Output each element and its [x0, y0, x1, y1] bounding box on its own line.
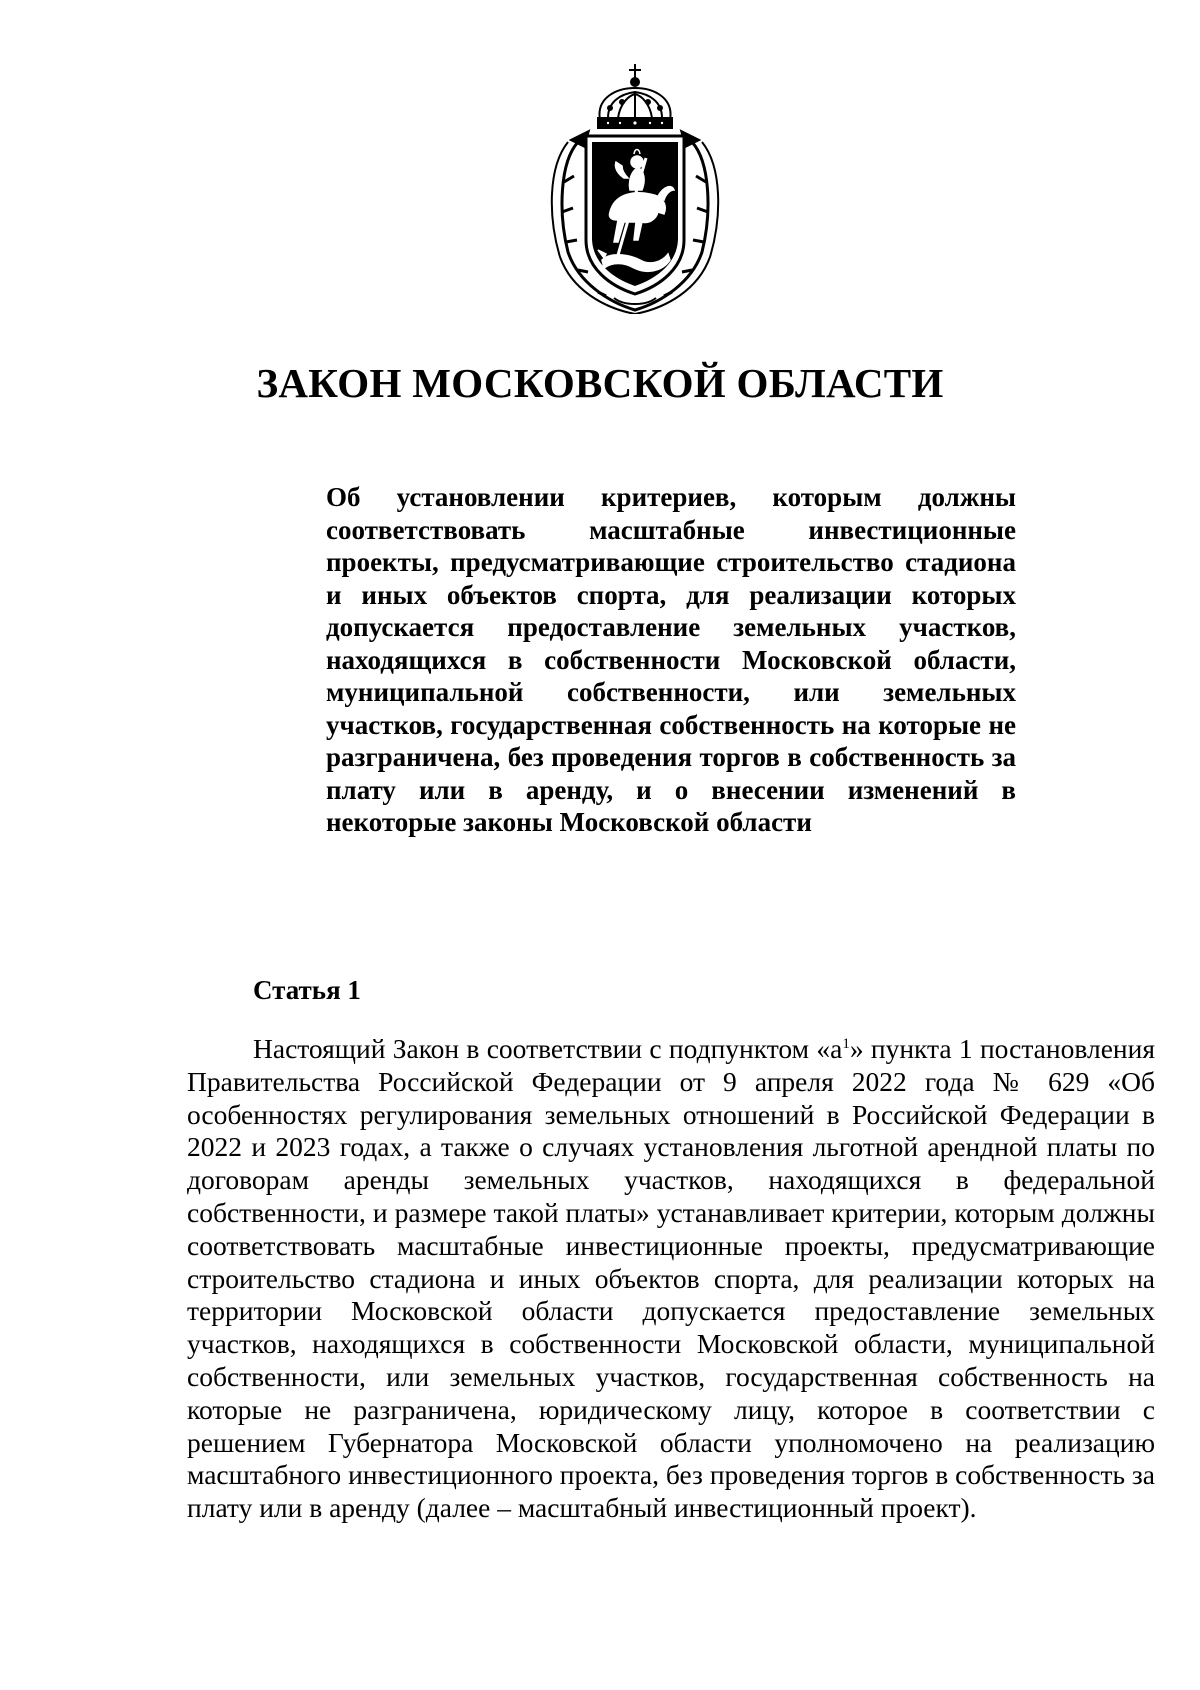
article-body-before: Настоящий Закон в соответствии с подпунктом «а [253, 1033, 843, 1064]
article-body [187, 1033, 1155, 1525]
law-subject: Об установлении критериев, которым должны соответствовать масштабные инвестиционные проекты, предусматривающие строительство стадиона и иных объектов спорта, для реализации которых допускается предоставление земельных участков, находящихся в собственности Московской области, муниципальной собственности, или земельных участков, государственная собственность на которые не разграничена, без проведения торгов в собственность за плату или в аренду, и о внесении изменений в некоторые законы Московской области [326, 482, 1016, 837]
article-superscript: 1 [842, 1035, 850, 1052]
law-title: ЗАКОН МОСКОВСКОЙ ОБЛАСТИ [256, 360, 944, 406]
coat-of-arms-icon [538, 62, 732, 314]
article-heading: Статья 1 [253, 975, 361, 1005]
crown-icon [598, 64, 672, 128]
article-body-after: » пункта 1 постановления Правительства Российской Федерации от 9 апреля 2022 года № 629 «Об особенностях регулирования земельных отношений в Российской Федерации в 2022 и 2023 годах, а также о случаях установления льготной арендной платы по договорам аренды земельных участков, находящихся в федеральной собственности, и размере такой платы» устанавливает критерии, которым должны соответствовать масштабные инвестиционные проекты, предусматривающие строительство стадиона и иных объектов спорта, для реализации которых на территории Московской области допускается предоставление земельных участков, находящихся в собственности Московской области, муниципальной собственности, или земельных участков, государственная собственность на которые не разграничена, юридическому лицу, которое в соответствии с решением Губернатора Московской области уполномочено на реализацию масштабного инвестиционного проекта, без проведения торгов в собственность за плату или в аренду (далее – масштабный инвестиционный проект). [187, 1033, 1155, 1524]
